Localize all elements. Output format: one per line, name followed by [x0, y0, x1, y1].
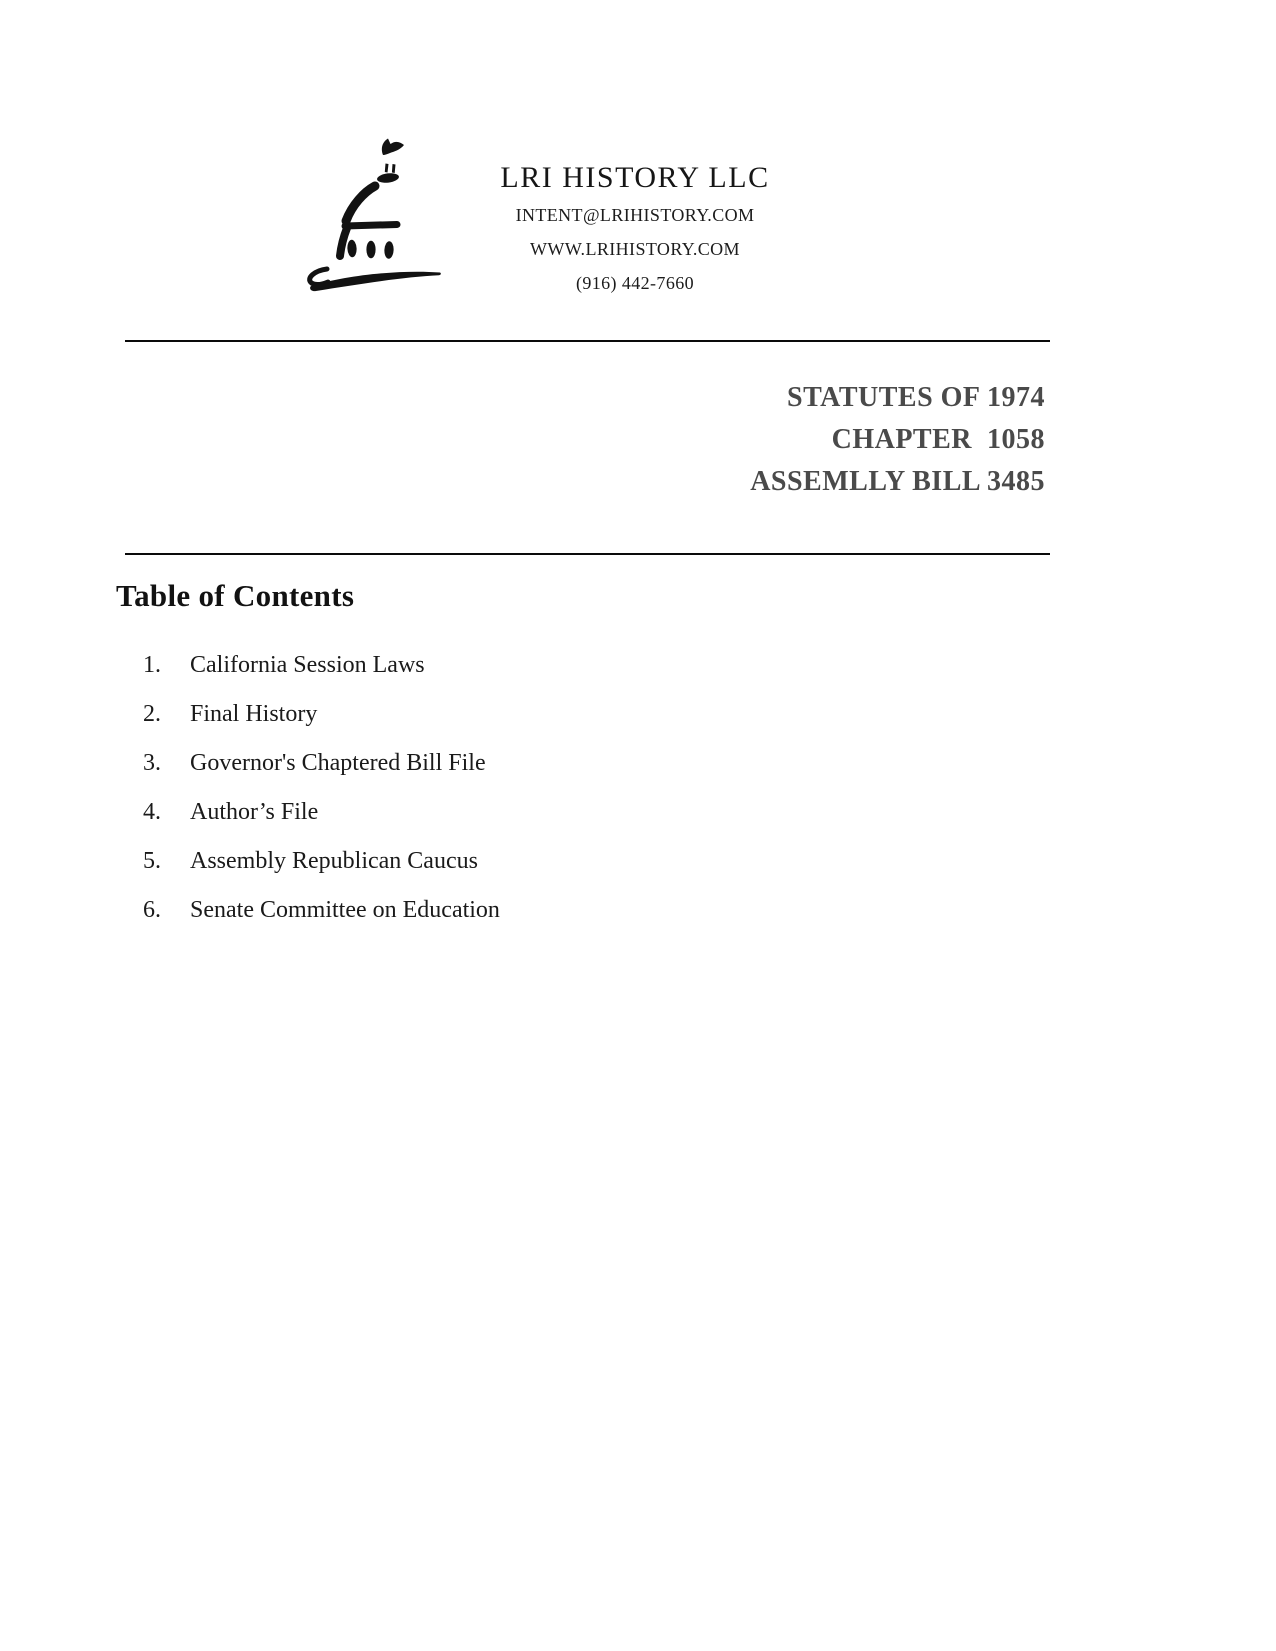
capitol-dome-icon — [295, 128, 445, 293]
divider-top — [125, 340, 1050, 342]
toc-list — [125, 650, 825, 944]
toc-item-number: 6. — [143, 897, 161, 923]
toc-item-label: Assembly Republican Caucus — [190, 848, 478, 874]
toc-item-label: Final History — [190, 701, 318, 727]
phone-text: (916) 442-7660 — [575, 273, 695, 293]
chapter-line: CHAPTER 1058 — [831, 424, 1045, 455]
contact-block — [450, 198, 820, 300]
toc-item-california-session-laws — [125, 650, 825, 680]
toc-item-number: 2. — [143, 701, 161, 727]
toc-item-number: 1. — [143, 652, 161, 678]
toc-item-number: 4. — [143, 799, 161, 825]
toc-item-final-history — [125, 699, 825, 729]
toc-item-number: 3. — [143, 750, 161, 776]
statutes-title-block — [750, 377, 1045, 503]
email-text: INTENT@LRIHISTORY.COM — [515, 205, 755, 225]
website-text: WWW.LRIHISTORY.COM — [530, 239, 740, 259]
letterhead — [450, 160, 820, 300]
company-name: LRI HISTORY LLC — [500, 161, 770, 194]
toc-item-governors-chaptered-bill-file — [125, 748, 825, 778]
toc-item-label: Senate Committee on Education — [190, 897, 500, 923]
assembly-bill-line: ASSEMLLY BILL 3485 — [750, 466, 1045, 497]
toc-item-senate-committee-on-education — [125, 895, 825, 925]
toc-item-label: California Session Laws — [190, 652, 425, 678]
toc-item-label: Governor's Chaptered Bill File — [190, 750, 486, 776]
toc-item-label: Author’s File — [190, 799, 319, 825]
company-logo — [295, 128, 445, 293]
toc-item-number: 5. — [143, 848, 161, 874]
toc-item-assembly-republican-caucus — [125, 846, 825, 876]
divider-bottom — [125, 553, 1050, 555]
toc-heading: Table of Contents — [116, 578, 355, 613]
toc-item-authors-file — [125, 797, 825, 827]
statutes-year-line: STATUTES OF 1974 — [787, 382, 1045, 413]
